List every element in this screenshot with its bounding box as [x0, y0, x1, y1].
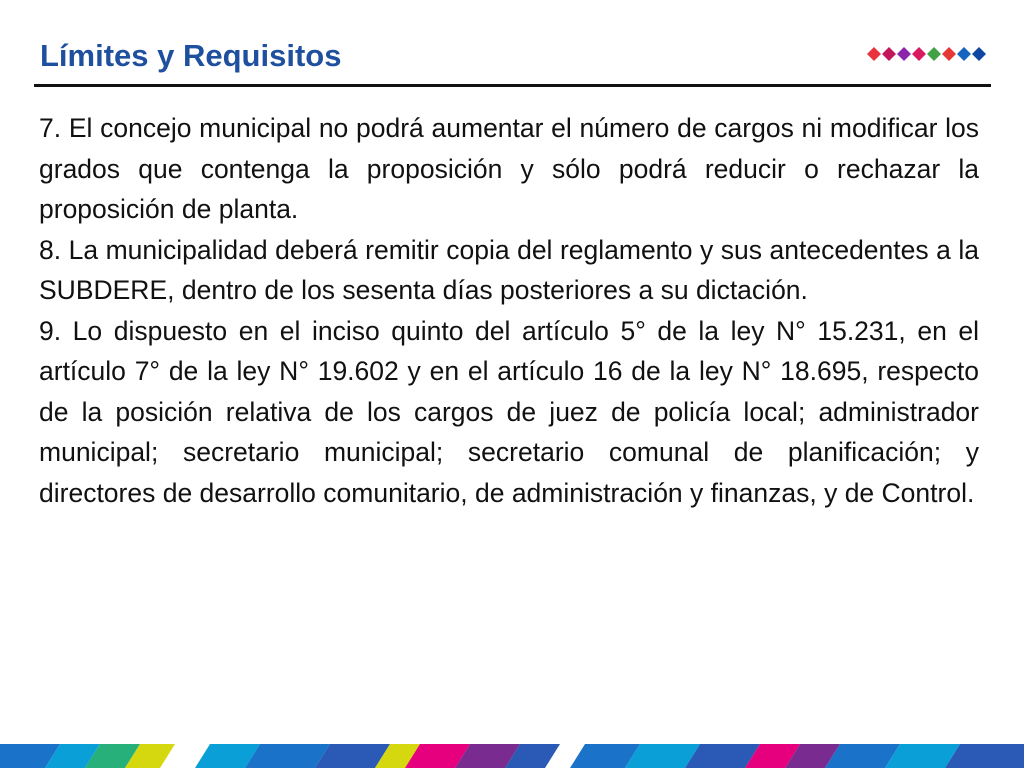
diamond-6: [942, 47, 956, 61]
slide-title: Límites y Requisitos: [40, 38, 342, 73]
decorative-footer-band: [0, 736, 1024, 768]
diamond-5: [927, 47, 941, 61]
paragraph-9: 9. Lo dispuesto en el inciso quinto del artículo 5° de la ley N° 15.231, en el artículo 7° de la ley N° 19.602 y en el artículo 16 de la ley N° 18.695, respecto de la posición relativa de los cargos de juez de policía local; administrador municipal; secretario municipal; secretario comunal de planificación; y directores de desarrollo comunitario, de administración y finanzas, y de Control.: [39, 315, 979, 508]
diamond-8: [972, 47, 986, 61]
paragraph-7: 7. El concejo municipal no podrá aumentar el número de cargos ni modificar los grados que contenga la proposición y sólo podrá reducir o rechazar la proposición de planta.: [39, 113, 979, 224]
diamond-1: [867, 47, 881, 61]
diamond-3: [897, 47, 911, 61]
title-underline: [34, 84, 991, 87]
decorative-diamonds-icon: [866, 44, 992, 64]
slide-body: [39, 108, 979, 513]
diamond-4: [912, 47, 926, 61]
diamond-2: [882, 47, 896, 61]
paragraph-8: 8. La municipalidad deberá remitir copia del reglamento y sus antecedentes a la SUBDERE, dentro de los sesenta días posteriores a su dictación.: [39, 234, 979, 305]
diamond-7: [957, 47, 971, 61]
